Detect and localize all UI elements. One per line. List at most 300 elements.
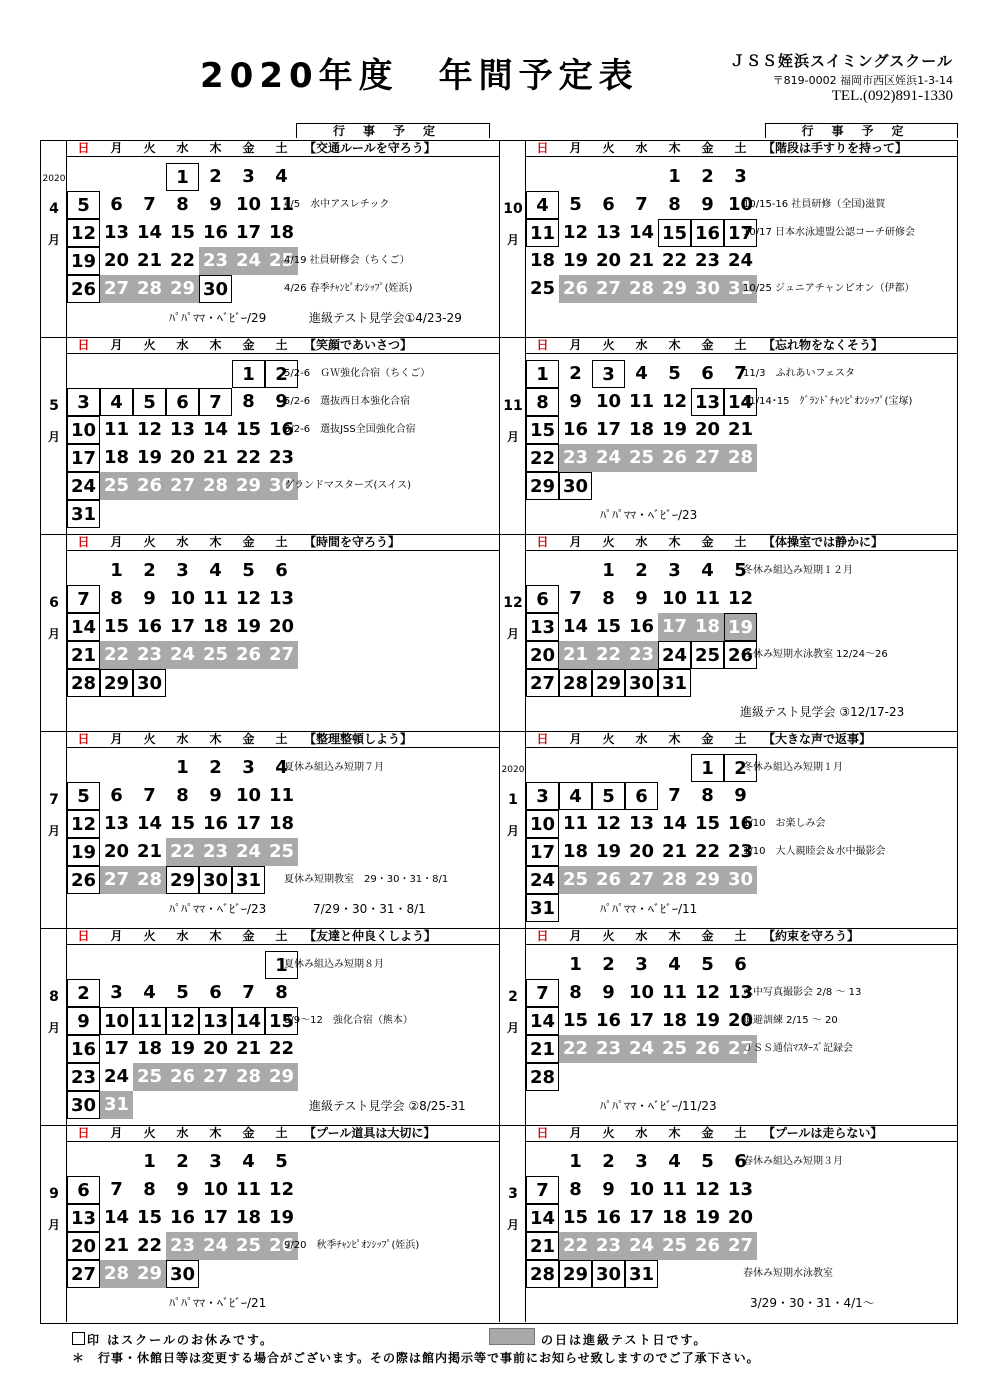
- calendar-day: 8: [176, 194, 189, 215]
- month-block: [499, 534, 958, 731]
- weekday-label: 金: [701, 338, 714, 352]
- calendar-day: 27: [166, 472, 199, 500]
- calendar-day: 26: [592, 866, 625, 894]
- calendar-day: 5: [67, 191, 100, 219]
- calendar-day: 13: [727, 1179, 754, 1200]
- calendar-day: 7: [67, 585, 100, 613]
- calendar-day: 22: [592, 641, 625, 669]
- calendar-day: 25: [691, 641, 724, 669]
- event-text: 4/19 社員研修会（ちくご）: [284, 255, 410, 266]
- calendar-day: 31: [526, 894, 559, 922]
- calendar-day: 9: [701, 194, 714, 215]
- calendar-day: 22: [100, 641, 133, 669]
- calendar-day: 7: [110, 1179, 123, 1200]
- calendar-day: 23: [694, 250, 721, 271]
- calendar-day: 12: [694, 1179, 721, 1200]
- calendar-day: 29: [592, 669, 625, 697]
- calendar-day: 24: [232, 838, 265, 866]
- calendar-day: 21: [202, 447, 229, 468]
- calendar-day: 18: [529, 250, 556, 271]
- calendar-day: 14: [67, 613, 100, 641]
- weekday-label: 火: [143, 141, 156, 155]
- calendar-day: 27: [724, 1232, 757, 1260]
- note-text: 7/29・30・31・8/1: [313, 902, 426, 916]
- calendar-day: 7: [569, 588, 582, 609]
- calendar-day: 3: [242, 166, 255, 187]
- calendar-day: 8: [242, 391, 255, 412]
- calendar-day: 28: [133, 275, 166, 303]
- calendar-day: 24: [67, 472, 100, 500]
- month-label-column: [41, 535, 67, 731]
- note-text: 3/29・30・31・4/1～: [750, 1296, 875, 1310]
- calendar-day: 3: [668, 560, 681, 581]
- calendar-day: 7: [734, 363, 747, 384]
- calendar-day: 27: [691, 444, 724, 472]
- note-text: 進級テスト見学会①4/23-29: [309, 311, 462, 325]
- calendar-day: 18: [661, 1207, 688, 1228]
- calendar-day: 21: [526, 1035, 559, 1063]
- calendar-day: 19: [694, 1010, 721, 1031]
- calendar-day: 12: [562, 222, 589, 243]
- test-legend-swatch: [489, 1328, 535, 1345]
- month-theme: 【プール道具は大切に】: [304, 1126, 436, 1140]
- calendar-day: 6: [734, 954, 747, 975]
- calendar-day: 17: [628, 1207, 655, 1228]
- calendar-day: 14: [136, 222, 163, 243]
- weekday-label: 水: [635, 338, 648, 352]
- calendar-day: 1: [265, 951, 298, 979]
- calendar-day: 12: [661, 391, 688, 412]
- calendar-day: 1: [110, 560, 123, 581]
- calendar-day: 15: [235, 419, 262, 440]
- calendar-day: 8: [569, 982, 582, 1003]
- calendar-day: 1: [232, 360, 265, 388]
- calendar-day: 19: [694, 1207, 721, 1228]
- calendar-day: 1: [668, 166, 681, 187]
- note-text: ﾊﾟﾊﾟﾏﾏ・ﾍﾞﾋﾞｰ/11: [600, 902, 698, 916]
- weekday-label: 火: [143, 732, 156, 746]
- calendar-day: 6: [275, 560, 288, 581]
- weekday-header: [526, 1126, 958, 1142]
- month-number: 11: [503, 398, 523, 414]
- calendar-day: 31: [67, 500, 100, 528]
- calendar-day: 23: [67, 1063, 100, 1091]
- calendar-day: 18: [691, 613, 724, 641]
- calendar-day: 21: [136, 841, 163, 862]
- calendar-day: 25: [265, 247, 298, 275]
- calendar-day: 17: [202, 1207, 229, 1228]
- calendar-day: 16: [169, 1207, 196, 1228]
- calendar-day: 17: [103, 1038, 130, 1059]
- weekday-label: 金: [701, 1126, 714, 1140]
- calendar-day: 5: [67, 782, 100, 810]
- calendar-day: 28: [526, 1260, 559, 1288]
- weekday-label: 月: [569, 1126, 582, 1140]
- calendar-day: 24: [166, 641, 199, 669]
- calendar-day: 22: [169, 250, 196, 271]
- weekday-label: 金: [701, 929, 714, 943]
- weekday-label: 水: [176, 535, 189, 549]
- calendar-day: 19: [268, 1207, 295, 1228]
- calendar-day: 1: [569, 954, 582, 975]
- calendar-day: 15: [595, 616, 622, 637]
- calendar-day: 26: [691, 1035, 724, 1063]
- calendar-day: 25: [199, 641, 232, 669]
- calendar-day: 24: [103, 1066, 130, 1087]
- calendar-day: 27: [724, 1035, 757, 1063]
- weekday-label: 日: [536, 732, 549, 746]
- calendar-day: 29: [691, 866, 724, 894]
- calendar-day: 26: [232, 641, 265, 669]
- calendar-day: 21: [526, 1232, 559, 1260]
- calendar-day: 19: [724, 613, 757, 641]
- calendar-day: 22: [268, 1038, 295, 1059]
- month-block: [499, 337, 958, 534]
- weekday-label: 月: [110, 1126, 123, 1140]
- month-theme: 【忘れ物をなくそう】: [763, 338, 884, 352]
- calendar-day: 4: [100, 388, 133, 416]
- weekday-header: [526, 929, 958, 945]
- calendar-day: 13: [268, 588, 295, 609]
- month-char: 月: [506, 430, 519, 444]
- month-year: 2020: [501, 765, 525, 775]
- calendar-day: 18: [562, 841, 589, 862]
- weekday-label: 木: [668, 338, 681, 352]
- calendar-day: 10: [595, 391, 622, 412]
- calendar-day: 2: [143, 560, 156, 581]
- calendar-day: 20: [727, 1010, 754, 1031]
- weekday-label: 土: [734, 929, 747, 943]
- calendar-day: 27: [625, 866, 658, 894]
- weekday-label: 火: [143, 338, 156, 352]
- month-theme: 【交通ルールを守ろう】: [304, 141, 436, 155]
- weekday-label: 火: [602, 141, 615, 155]
- calendar-day: 16: [628, 616, 655, 637]
- calendar-day: 13: [526, 613, 559, 641]
- month-label-column: [41, 338, 67, 534]
- calendar-day: 28: [199, 472, 232, 500]
- weekday-label: 木: [209, 535, 222, 549]
- calendar-day: 5: [176, 982, 189, 1003]
- calendar-day: 9: [209, 785, 222, 806]
- calendar-day: 12: [694, 982, 721, 1003]
- calendar-day: 20: [202, 1038, 229, 1059]
- calendar-day: 15: [136, 1207, 163, 1228]
- calendar-day: 11: [103, 419, 130, 440]
- calendar-day: 28: [133, 866, 166, 894]
- calendar-day: 27: [265, 641, 298, 669]
- calendar-day: 14: [202, 419, 229, 440]
- event-text: 9/20 秋季ﾁｬﾝﾋﾟｵﾝｼｯﾌﾟ(姪浜): [284, 1240, 420, 1251]
- weekday-label: 金: [701, 141, 714, 155]
- calendar-day: 24: [526, 866, 559, 894]
- calendar-day: 10: [628, 1179, 655, 1200]
- calendar-day: 6: [526, 585, 559, 613]
- event-text: 4/5 水中アスレチック: [284, 199, 390, 210]
- calendar-day: 4: [559, 782, 592, 810]
- calendar-day: 19: [661, 419, 688, 440]
- calendar-day: 1: [569, 1151, 582, 1172]
- weekday-header: [67, 1126, 500, 1142]
- weekday-label: 木: [668, 929, 681, 943]
- calendar-day: 26: [67, 275, 100, 303]
- month-label-column: [41, 929, 67, 1125]
- calendar-day: 21: [67, 641, 100, 669]
- weekday-label: 水: [635, 1126, 648, 1140]
- month-theme: 【階段は手すりを持って】: [763, 141, 908, 155]
- calendar-day: 15: [694, 813, 721, 834]
- weekday-label: 月: [110, 535, 123, 549]
- calendar-day: 30: [133, 669, 166, 697]
- calendar-day: 27: [199, 1063, 232, 1091]
- calendar-day: 25: [559, 866, 592, 894]
- calendar-day: 14: [661, 813, 688, 834]
- month-number: 2: [508, 989, 518, 1005]
- calendar-day: 14: [232, 1007, 265, 1035]
- event-text: 冬休み組込み短期１２月: [743, 565, 853, 576]
- calendar-day: 4: [143, 982, 156, 1003]
- weekday-label: 金: [242, 732, 255, 746]
- calendar-day: 3: [635, 1151, 648, 1172]
- calendar-day: 24: [625, 1035, 658, 1063]
- calendar-day: 12: [166, 1007, 199, 1035]
- calendar-day: 6: [625, 782, 658, 810]
- weekday-label: 月: [569, 732, 582, 746]
- calendar-day: 26: [658, 444, 691, 472]
- event-text: 5/2-6 ＧＷ強化合宿（ちくご）: [284, 368, 431, 379]
- month-char: 月: [506, 824, 519, 838]
- calendar-day: 24: [727, 250, 754, 271]
- month-theme: 【整理整頓しよう】: [304, 732, 413, 746]
- calendar-day: 29: [559, 1260, 592, 1288]
- weekday-label: 日: [77, 732, 90, 746]
- calendar-day: 30: [199, 275, 232, 303]
- calendar-day: 1: [166, 163, 199, 191]
- calendar-day: 4: [209, 560, 222, 581]
- month-number: 5: [49, 398, 59, 414]
- weekday-label: 月: [110, 141, 123, 155]
- note-text: 進級テスト見学会 ③12/17-23: [740, 705, 905, 719]
- calendar-day: 7: [635, 194, 648, 215]
- month-label-column: [500, 141, 526, 338]
- calendar-day: 14: [562, 616, 589, 637]
- calendar-day: 15: [265, 1007, 298, 1035]
- event-text: 春休み短期水泳教室: [743, 1268, 833, 1279]
- weekday-label: 日: [77, 535, 90, 549]
- calendar-day: 13: [595, 222, 622, 243]
- weekday-label: 水: [635, 535, 648, 549]
- calendar-day: 6: [110, 194, 123, 215]
- calendar-day: 10: [100, 1007, 133, 1035]
- calendar-day: 26: [691, 1232, 724, 1260]
- weekday-label: 月: [569, 338, 582, 352]
- calendar-day: 24: [199, 1232, 232, 1260]
- month-char: 月: [47, 824, 60, 838]
- weekday-label: 日: [77, 1126, 90, 1140]
- calendar-day: 2: [602, 954, 615, 975]
- weekday-label: 月: [569, 929, 582, 943]
- calendar-day: 1: [176, 757, 189, 778]
- calendar-day: 5: [592, 782, 625, 810]
- weekday-label: 水: [635, 929, 648, 943]
- calendar-day: 18: [628, 419, 655, 440]
- calendar-day: 23: [625, 641, 658, 669]
- calendar-day: 2: [701, 166, 714, 187]
- calendar-day: 20: [628, 841, 655, 862]
- month-block: [499, 1125, 958, 1322]
- weekday-label: 土: [275, 1126, 288, 1140]
- calendar-day: 24: [592, 444, 625, 472]
- calendar-day: 16: [136, 616, 163, 637]
- calendar-day: 6: [166, 388, 199, 416]
- test-note: の日は進級テスト日です。: [541, 1333, 708, 1347]
- weekday-label: 木: [209, 732, 222, 746]
- calendar-day: 21: [559, 641, 592, 669]
- weekday-label: 日: [77, 338, 90, 352]
- calendar-day: 17: [658, 613, 691, 641]
- calendar-day: 13: [103, 813, 130, 834]
- calendar-day: 28: [625, 275, 658, 303]
- note-text: ﾊﾟﾊﾟﾏﾏ・ﾍﾞﾋﾞｰ/21: [169, 1296, 267, 1310]
- calendar-day: 30: [625, 669, 658, 697]
- note-text: ﾊﾟﾊﾟﾏﾏ・ﾍﾞﾋﾞｰ/23: [169, 902, 267, 916]
- calendar-day: 10: [661, 588, 688, 609]
- weekday-label: 土: [734, 338, 747, 352]
- event-text: 10/17 日本水泳連盟公認コーチ研修会: [743, 227, 915, 238]
- calendar-day: 19: [595, 841, 622, 862]
- weekday-header: [526, 338, 958, 354]
- weekday-label: 日: [536, 141, 549, 155]
- event-text: 10/15-16 社員研修（全国)滋賀: [743, 199, 886, 210]
- weekday-label: 火: [602, 338, 615, 352]
- calendar-day: 19: [169, 1038, 196, 1059]
- calendar-day: 27: [592, 275, 625, 303]
- calendar-day: 21: [661, 841, 688, 862]
- calendar-day: 29: [658, 275, 691, 303]
- calendar-day: 13: [691, 388, 724, 416]
- calendar-day: 3: [635, 954, 648, 975]
- calendar-day: 30: [559, 472, 592, 500]
- calendar-day: 21: [727, 419, 754, 440]
- weekday-label: 月: [110, 338, 123, 352]
- calendar-day: 23: [199, 247, 232, 275]
- month-label-column: [500, 338, 526, 534]
- calendar-day: 28: [559, 669, 592, 697]
- weekday-label: 木: [668, 1126, 681, 1140]
- calendar-day: 4: [668, 954, 681, 975]
- month-char: 月: [47, 627, 60, 641]
- calendar-day: 7: [668, 785, 681, 806]
- calendar-day: 8: [668, 194, 681, 215]
- calendar-day: 8: [569, 1179, 582, 1200]
- weekday-label: 火: [602, 929, 615, 943]
- calendar-day: 17: [235, 813, 262, 834]
- calendar-day: 5: [275, 1151, 288, 1172]
- month-theme: 【約束を守ろう】: [763, 929, 860, 943]
- calendar-day: 15: [658, 219, 691, 247]
- holiday-note: 印 はスクールのお休みです。: [87, 1333, 274, 1347]
- calendar-day: 9: [67, 1007, 100, 1035]
- calendar-day: 27: [100, 275, 133, 303]
- boxed-square-icon: [72, 1332, 85, 1345]
- weekday-label: 水: [176, 1126, 189, 1140]
- calendar-day: 10: [169, 588, 196, 609]
- month-number: 4: [49, 201, 59, 217]
- calendar-day: 4: [701, 560, 714, 581]
- calendar-day: 12: [268, 1179, 295, 1200]
- calendar-day: 30: [199, 866, 232, 894]
- calendar-day: 18: [136, 1038, 163, 1059]
- month-number: 1: [508, 792, 518, 808]
- schedule-label-left: 行事予定: [296, 123, 490, 138]
- event-text: 10/25 ジュニアチャンピオン（伊都）: [743, 283, 915, 294]
- calendar-day: 10: [67, 416, 100, 444]
- calendar-day: 23: [166, 1232, 199, 1260]
- calendar-day: 29: [100, 669, 133, 697]
- calendar-day: 16: [202, 222, 229, 243]
- calendar-day: 26: [265, 1232, 298, 1260]
- calendar-day: 21: [136, 250, 163, 271]
- calendar-day: 15: [103, 616, 130, 637]
- calendar-day: 12: [136, 419, 163, 440]
- calendar-day: 15: [526, 416, 559, 444]
- month-block: [499, 731, 958, 928]
- calendar-day: 5: [668, 363, 681, 384]
- calendar-day: 18: [235, 1207, 262, 1228]
- calendar-day: 2: [602, 1151, 615, 1172]
- month-theme: 【笑顔であいさつ】: [304, 338, 413, 352]
- weekday-label: 金: [242, 535, 255, 549]
- calendar-day: 10: [235, 785, 262, 806]
- month-number: 6: [49, 595, 59, 611]
- calendar-day: 24: [232, 247, 265, 275]
- weekday-label: 水: [176, 732, 189, 746]
- weekday-label: 月: [569, 535, 582, 549]
- event-text: 夏休み短期教室 29・30・31・8/1: [284, 874, 449, 885]
- calendar-day: 17: [67, 444, 100, 472]
- calendar-day: 29: [232, 472, 265, 500]
- calendar-day: 3: [67, 388, 100, 416]
- weekday-label: 月: [569, 141, 582, 155]
- month-theme: 【大きな声で返事】: [763, 732, 872, 746]
- calendar-day: 30: [67, 1091, 100, 1119]
- calendar-day: 30: [166, 1260, 199, 1288]
- month-block: [41, 337, 500, 534]
- calendar-day: 8: [701, 785, 714, 806]
- weekday-label: 土: [734, 141, 747, 155]
- calendar-day: 11: [526, 219, 559, 247]
- calendar-day: 20: [268, 616, 295, 637]
- calendar-day: 25: [265, 838, 298, 866]
- calendar-day: 26: [559, 275, 592, 303]
- calendar-day: 16: [727, 813, 754, 834]
- calendar-day: 16: [562, 419, 589, 440]
- calendar-day: 27: [526, 669, 559, 697]
- weekday-header: [67, 141, 500, 157]
- weekday-header: [526, 141, 958, 157]
- weekday-label: 日: [536, 1126, 549, 1140]
- calendar-day: 10: [526, 810, 559, 838]
- month-block: [499, 141, 958, 338]
- calendar-day: 9: [569, 391, 582, 412]
- month-label-column: [41, 141, 67, 338]
- calendar-grid: [40, 140, 958, 1324]
- calendar-day: 22: [136, 1235, 163, 1256]
- month-block: [41, 534, 500, 731]
- weekday-label: 金: [242, 338, 255, 352]
- calendar-day: 30: [724, 866, 757, 894]
- calendar-day: 17: [595, 419, 622, 440]
